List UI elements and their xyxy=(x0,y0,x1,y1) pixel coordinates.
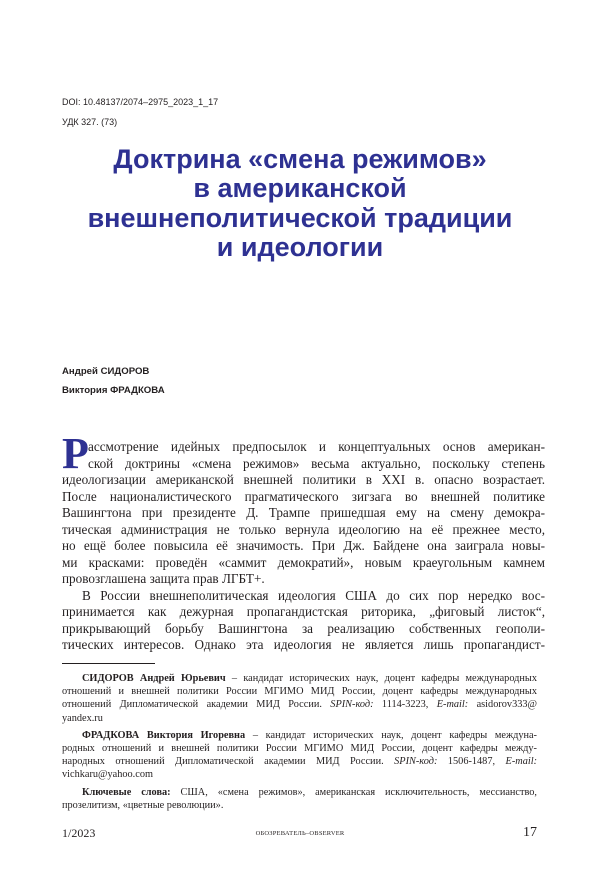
keywords-text: США, «смена режимов», американская исключительность, мессианство, xyxy=(170,786,537,798)
article-body xyxy=(62,429,545,654)
note-text: – кандидат исторических наук, доцент кафедры междуна- xyxy=(245,729,537,741)
note-text: народных отношений Дипломатической академии МИД России. xyxy=(62,756,395,768)
spin-code: 1114-3223, xyxy=(373,699,437,711)
body-line: прикрывающий борьбу Вашингтона за реализацию собственных геополи- xyxy=(62,620,545,636)
keywords-line xyxy=(62,786,537,799)
footnotes xyxy=(62,672,537,816)
body-line: В России внешнеполитическая идеология США до сих пор нередко вос- xyxy=(82,587,545,603)
keywords-label: Ключевые слова: xyxy=(82,786,171,798)
body-line: тических интересов. Однако эта идеология не является лишь пропагандист- xyxy=(62,637,545,652)
drop-cap: Р xyxy=(62,429,89,478)
doi-line: DOI: 10.48137/2074–2975_2023_1_17 xyxy=(62,97,219,107)
note-line xyxy=(62,729,537,742)
note-line xyxy=(62,672,537,685)
note-author-name: СИДОРОВ Андрей Юрьевич xyxy=(82,673,226,684)
page-number: 17 xyxy=(523,825,537,840)
email-label: E-mail: xyxy=(436,699,469,711)
email-address: vichkaru@yahoo.com xyxy=(62,769,153,781)
author-name-sidorov: Андрей СИДОРОВ xyxy=(62,366,150,377)
body-line: Вашингтона при президенте Д. Трампе пришедшая ему на смену демокра- xyxy=(62,505,545,520)
body-line: ми красками: проведён «саммит демократий», новым краеугольным камнем xyxy=(62,554,545,570)
body-line: провозглашена защита прав ЛГБТ+. xyxy=(62,571,265,586)
journal-name: ОБОЗРЕВАТЕЛЬ–OBSERVER xyxy=(255,830,345,837)
body-line: но ещё более повысила её значимость. При Дж. Байдене она заиграла новы- xyxy=(62,538,545,553)
title-line: в американской xyxy=(193,173,407,204)
spin-code: 1506-1487, xyxy=(437,756,506,768)
note-line: отношений и внешней политики России МГИМО МИД России, доцент кафедры международных xyxy=(62,686,537,698)
title-line: Доктрина «смена режимов» xyxy=(113,144,487,174)
title-line: внешнеполитической традиции xyxy=(87,202,513,233)
note-line xyxy=(62,755,537,768)
body-line: идеологизации американской внешней политики в XXI в. опасно возрастает. xyxy=(62,472,545,487)
author-note-sidorov xyxy=(62,672,537,725)
email-address: asidorov333@ xyxy=(468,699,537,711)
note-line xyxy=(62,698,537,711)
note-author-name: ФРАДКОВА Виктория Игоревна xyxy=(82,729,246,741)
body-line: ской доктрины «смена режимов» весьма актуально, поскольку степень xyxy=(88,455,545,471)
email-label: E-mail: xyxy=(505,756,537,768)
note-line: yandex.ru xyxy=(62,712,103,724)
udk-line: УДК 327. (73) xyxy=(62,117,118,127)
body-line: ассмотрение идейных предпосылок и концептуальных основ американ- xyxy=(88,439,545,454)
note-text: – кандидат исторических наук, доцент кафедры международных xyxy=(225,673,537,684)
body-line: тическая администрация не только вернула идеологию на её прежнее место, xyxy=(62,521,545,537)
author-name-fradkova: Виктория ФРАДКОВА xyxy=(62,385,165,396)
body-line: принимается как дежурная пропагандистская риторика, „фиговый листок“, xyxy=(62,604,545,619)
author-note-fradkova xyxy=(62,729,537,782)
spin-label: SPIN-код: xyxy=(330,699,374,711)
spin-label: SPIN-код: xyxy=(394,756,438,768)
keywords-line: прозелитизм, «цветные революции». xyxy=(62,799,224,811)
author-list xyxy=(62,362,165,400)
note-line: родных отношений и внешней политики России МГИМО МИД России, доцент кафедры между- xyxy=(62,742,537,754)
footnote-separator xyxy=(62,663,155,664)
body-line: После националистического прагматического зигзага во внешней политике xyxy=(62,488,545,504)
note-text: отношений Дипломатической академии МИД России. xyxy=(62,699,331,711)
keywords xyxy=(62,786,537,812)
title-line: и идеологии xyxy=(216,231,384,262)
issue-number: 1/2023 xyxy=(62,826,96,840)
article-title xyxy=(0,145,600,262)
